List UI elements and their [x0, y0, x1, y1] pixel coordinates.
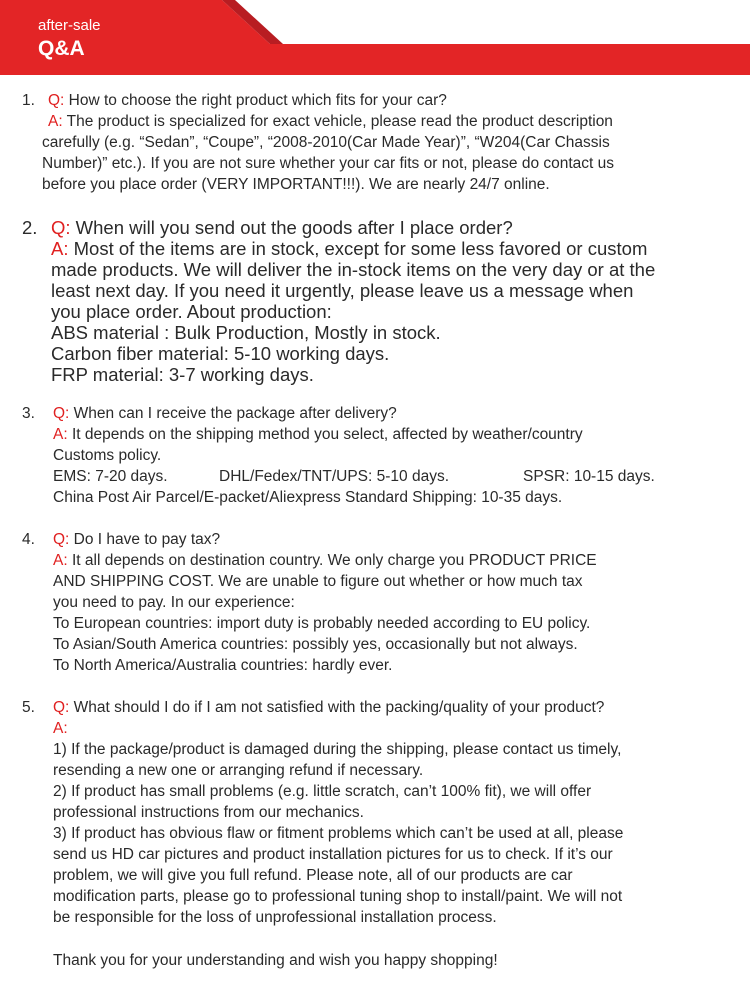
faq-number: 3.	[22, 405, 35, 422]
faq-question: Q: How to choose the right product which fits for your car?	[48, 92, 447, 109]
header-banner	[0, 0, 750, 75]
answer-prefix: A:	[48, 113, 63, 130]
faq-answer-line: send us HD car pictures and product installation pictures for us to check. If it’s our	[53, 846, 613, 863]
faq-answer-line: ABS material : Bulk Production, Mostly in stock.	[51, 322, 441, 343]
faq-answer-line: made products. We will deliver the in-stock items on the very day or at the	[51, 259, 656, 280]
faq-question: Q: When can I receive the package after delivery?	[53, 405, 397, 422]
faq-answer-line: be responsible for the loss of unprofessional installation process.	[53, 909, 497, 926]
faq-answer-line: you place order. About production:	[51, 301, 332, 322]
faq-answer-line: carefully (e.g. “Sedan”, “Coupe”, “2008-2010(Car Made Year)”, “W204(Car Chassis	[42, 134, 610, 151]
header-title: Q&A	[38, 37, 85, 60]
answer-prefix: A:	[51, 238, 69, 259]
header-subtitle: after-sale	[38, 17, 101, 34]
answer-prefix: A:	[53, 720, 68, 737]
faq-answer-line: Number)” etc.). If you are not sure whether your car fits or not, please do contact us	[42, 155, 615, 172]
banner-shape	[0, 0, 750, 75]
shipping-spsr: SPSR: 10-15 days.	[523, 468, 655, 485]
question-prefix: Q:	[53, 531, 70, 548]
answer-prefix: A:	[53, 552, 68, 569]
shipping-ems: EMS: 7-20 days.	[53, 468, 168, 485]
shipping-dhl: DHL/Fedex/TNT/UPS: 5-10 days.	[219, 468, 449, 485]
faq-answer-line: professional instructions from our mechanics.	[53, 804, 364, 821]
question-prefix: Q:	[53, 405, 70, 422]
faq-number: 4.	[22, 531, 35, 548]
shipping-china-post: China Post Air Parcel/E-packet/Aliexpress Standard Shipping: 10-35 days.	[53, 489, 563, 506]
faq-number: 1.	[22, 92, 35, 109]
faq-answer-line: A: The product is specialized for exact vehicle, please read the product description	[48, 113, 613, 130]
faq-answer-line: A: It all depends on destination country. We only charge you PRODUCT PRICE	[53, 552, 597, 569]
faq-number: 2.	[22, 217, 38, 238]
faq-answer-line: A: Most of the items are in stock, except for some less favored or custom	[51, 238, 648, 259]
faq-answer-line: Carbon fiber material: 5-10 working days.	[51, 343, 390, 364]
faq-answer-line: modification parts, please go to professional tuning shop to install/paint. We will not	[53, 888, 623, 905]
faq-answer-line: Customs policy.	[53, 447, 162, 464]
faq-answer-line: before you place order (VERY IMPORTANT!!!). We are nearly 24/7 online.	[42, 176, 550, 193]
faq-answer-line: you need to pay. In our experience:	[53, 594, 295, 611]
faq-answer-line: resending a new one or arranging refund if necessary.	[53, 762, 424, 779]
faq-answer-line: least next day. If you need it urgently, please leave us a message when	[51, 280, 634, 301]
faq-answer-line: To North America/Australia countries: hardly ever.	[53, 657, 393, 674]
faq-answer-line: AND SHIPPING COST. We are unable to figure out whether or how much tax	[53, 573, 583, 590]
question-prefix: Q:	[48, 92, 65, 109]
question-prefix: Q:	[51, 217, 71, 238]
faq-answer-line: A: It depends on the shipping method you select, affected by weather/country	[53, 426, 583, 443]
faq-answer-line: 2) If product has small problems (e.g. little scratch, can’t 100% fit), we will offer	[53, 783, 592, 800]
faq-answer-line: To Asian/South America countries: possibly yes, occasionally but not always.	[53, 636, 578, 653]
faq-answer-line: FRP material: 3-7 working days.	[51, 364, 314, 385]
faq-question: Q: What should I do if I am not satisfied with the packing/quality of your product?	[53, 699, 605, 716]
faq-answer-line: problem, we will give you full refund. Please note, all of our products are car	[53, 867, 573, 884]
faq-question: Q: Do I have to pay tax?	[53, 531, 221, 548]
faq-answer-line: 3) If product has obvious flaw or fitment problems which can’t be used at all, please	[53, 825, 624, 842]
closing-message: Thank you for your understanding and wish you happy shopping!	[53, 952, 498, 969]
faq-answer-line: 1) If the package/product is damaged during the shipping, please contact us timely,	[53, 741, 622, 758]
question-prefix: Q:	[53, 699, 70, 716]
answer-prefix: A:	[53, 426, 68, 443]
faq-question: Q: When will you send out the goods after I place order?	[51, 217, 513, 238]
faq-number: 5.	[22, 699, 35, 716]
faq-answer-line: To European countries: import duty is probably needed according to EU policy.	[53, 615, 591, 632]
